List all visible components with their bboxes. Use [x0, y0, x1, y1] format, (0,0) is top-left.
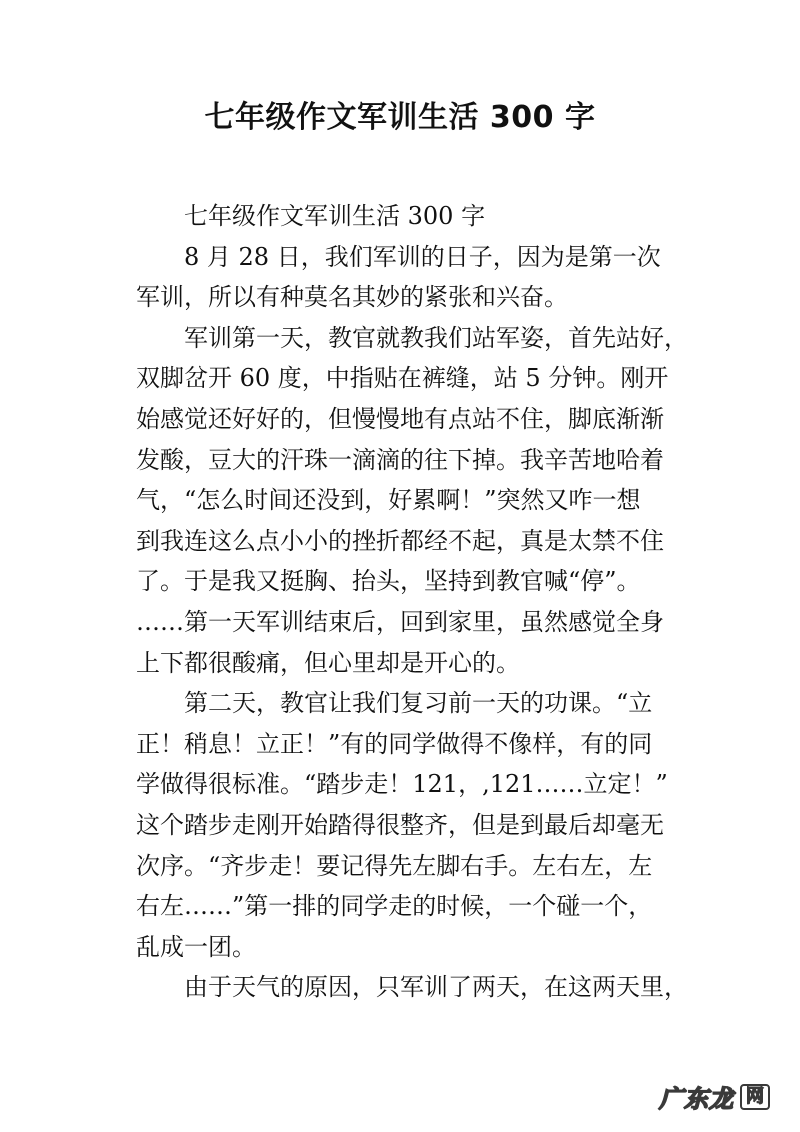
text-line: 双脚岔开 60 度，中指贴在裤缝，站 5 分钟。刚开: [136, 364, 669, 393]
text-line: 上下都很酸痛，但心里却是开心的。: [136, 648, 520, 677]
document-body: [136, 196, 696, 1008]
text-line: 气，“怎么时间还没到，好累啊！”突然又咋一想: [136, 486, 641, 515]
text-line: 发酸，豆大的汗珠一滴滴的往下掉。我辛苦地哈着: [136, 445, 664, 474]
document-title: 七年级作文军训生活 300 字: [204, 100, 596, 135]
text-line: 到我连这么点小小的挫折都经不起，真是太禁不住: [136, 526, 664, 555]
site-watermark: [659, 1079, 770, 1114]
text-line: 七年级作文军训生活 300 字: [184, 202, 486, 230]
text-line: 正！稍息！立正！”有的同学做得不像样，有的同: [136, 729, 653, 758]
text-line: 乱成一团。: [136, 932, 256, 961]
text-line: 始感觉还好好的，但慢慢地有点站不住，脚底渐渐: [136, 404, 664, 433]
text-line: 军训第一天，教官就教我们站军姿，首先站好，: [184, 323, 688, 352]
text-line: ……第一天军训结束后，回到家里，虽然感觉全身: [136, 607, 664, 636]
text-line: 了。于是我又挺胸、抬头，坚持到教官喊“停”。: [136, 567, 641, 596]
text-line: 这个踏步走刚开始踏得很整齐，但是到最后却毫无: [136, 810, 664, 839]
text-line: 第二天，教官让我们复习前一天的功课。“立: [184, 689, 653, 718]
text-line: 学做得很标准。“踏步走！121，,121……立定！”: [136, 770, 668, 799]
text-line: 军训，所以有种莫名其妙的紧张和兴奋。: [136, 283, 568, 312]
text-line: 右左……”第一排的同学走的时候，一个碰一个，: [136, 892, 653, 921]
text-line: 由于天气的原因，只军训了两天，在这两天里，: [184, 973, 688, 1002]
watermark-box: 网: [740, 1084, 770, 1110]
text-line: 次序。“齐步走！要记得先左脚右手。左右左，左: [136, 851, 653, 880]
text-line: 8 月 28 日，我们军训的日子，因为是第一次: [184, 242, 661, 271]
watermark-text: 广东龙: [659, 1085, 734, 1113]
